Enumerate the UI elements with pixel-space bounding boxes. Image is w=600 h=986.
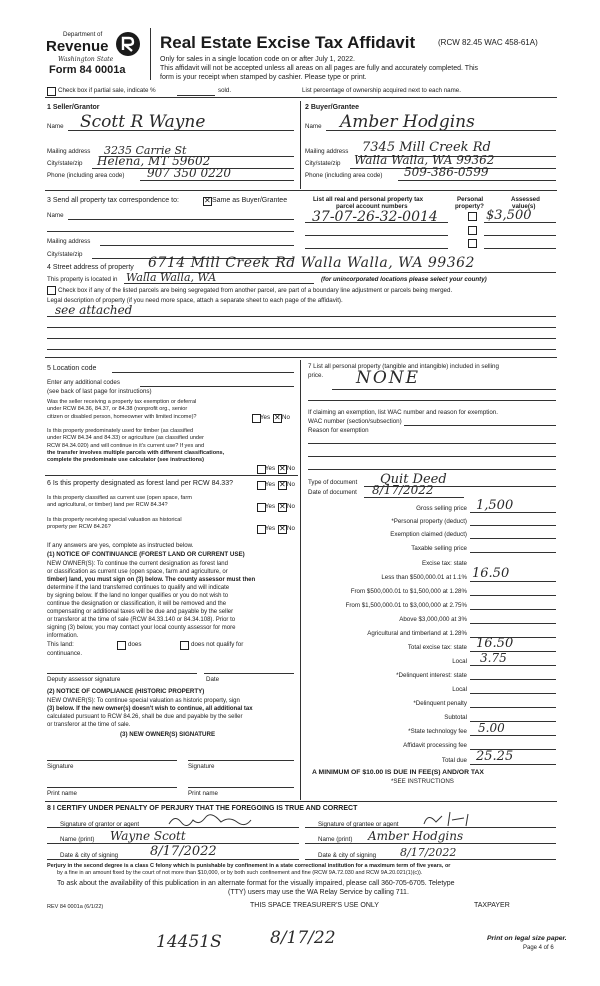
exemption-question-line: Was the seller receiving a property tax exemption or deferral [47,399,197,405]
buyer-phone-label: Phone (including area code) [305,172,383,179]
historic-yes-label: Yes [265,525,276,532]
page-number: Page 4 of 6 [523,945,554,951]
timber-question [47,428,224,464]
gross-price-label: Gross selling price [416,505,467,512]
grantor-name-field[interactable]: Wayne Scott [110,829,186,843]
wac-number-label: WAC number (section/subsection) [308,418,402,425]
partial-sale-checkbox[interactable] [47,87,56,96]
revenue-logo-icon [114,30,142,58]
notice-line: signing (3) below, you may contact your local county assessor for more [47,625,236,631]
total-excise-field[interactable]: 16.50 [476,636,514,651]
legal-description-label: Legal description of property (if you need more space, attach a separate sheet to each page of the affidavit). [47,297,343,304]
delinquent-local-label: Local [452,686,467,693]
tier-1-field[interactable]: 16.50 [472,566,510,581]
this-land-label: This land: [47,641,74,648]
deputy-date-label: Date [206,676,220,683]
grantor-name-label: Name (print) [60,836,95,843]
timber-question-line: under RCW 84.34 and 84.33) or agriculture (as classified under [47,435,205,442]
seller-phone-field[interactable]: 907 350 0220 [147,166,231,180]
taxpayer-label: TAXPAYER [474,902,510,909]
historic-no-checkbox[interactable] [278,525,287,534]
subtotal-label: Subtotal [444,714,467,721]
personal-property-label-2: price. [308,372,324,379]
notice-line: information. [47,633,79,639]
does-qualify-label: does [128,641,142,648]
assessed-header-2: value(s) [512,203,536,210]
timber-question-line: RCW 84.34.020) and will continue in it's current use? If yes and [47,442,205,449]
notice-line: or transferor at the time of sale (RCW 84.33.140 or 84.34.108). Prior to [47,617,236,623]
personal-deduct-label: *Personal property (deduct) [391,518,467,525]
buyer-mailing-label: Mailing address [305,148,349,155]
total-due-label: Total due [441,757,467,764]
current-use-question [47,495,192,510]
parcels-header-2: parcel account numbers [336,203,408,210]
buyer-city-field[interactable]: Walla Walla, WA 99362 [354,153,495,167]
notice-line: compensating or additional taxes will be due and payable by the seller [47,609,234,615]
current-use-no-checkbox[interactable] [278,503,287,512]
grantor-signature-label: Signature of grantor or agent [60,821,140,828]
buyer-city-label: City/state/zip [305,160,341,167]
see-instructions-note: *SEE INSTRUCTIONS [391,778,454,785]
revision-label: REV 84 0001a (6/1/22) [47,904,104,910]
minimum-due-notice: A MINIMUM OF $10.00 IS DUE IN FEE(S) AND/OR TAX [312,769,484,776]
corr-mailing-label: Mailing address [47,238,91,245]
local-tax-label: Local [452,658,467,665]
notice-compliance-text [47,697,253,729]
notice-compliance-heading: (2) NOTICE OF COMPLIANCE (HISTORIC PROPERTY) [47,688,205,695]
excise-tax-state-label: Excise tax: state [421,560,467,567]
owner-print-name-label-2: Print name [188,790,218,797]
tier-3-label: From $1,500,000.01 to $3,000,000 at 2.75% [345,602,467,609]
notice-line: or transferor at the time of sale. [47,722,131,728]
document-date-field[interactable]: 8/17/2022 [372,483,434,497]
rcw-reference: (RCW 82.45 WAC 458-61A) [438,38,538,47]
parcels-header-1: List all real and personal property tax [313,196,424,203]
timber-yes-label: Yes [265,465,276,472]
does-not-qualify-checkbox[interactable] [180,641,189,650]
personal-header-1: Personal [457,196,484,203]
if-yes-instruction: If any answers are yes, complete as instructed below. [47,542,194,549]
delinquent-interest-label: *Delinquent interest: state [396,672,467,679]
partial-sale-label: Check box if partial sale, indicate % [58,87,156,94]
location-code-label: 5 Location code [47,365,97,372]
seller-heading: 1 Seller/Grantor [47,104,100,111]
accessibility-note-1: To ask about the availability of this publication in an alternate format for the visually impaired, please call 360-705-6705. Teletype [57,880,455,887]
grantee-signature-scribble[interactable] [420,810,480,828]
notice-line: NEW OWNER(S): To continue the current designation as forest land [47,561,228,567]
notice-line: calculated pursuant to RCW 84.26, shall be due and payable by the seller [47,714,243,720]
buyer-phone-field[interactable]: 509-386-0599 [404,165,489,179]
forest-no-label: No [287,481,295,488]
seller-city-field[interactable]: Helena, MT 59602 [97,154,211,168]
document-type-field[interactable]: Quit Deed [380,472,447,487]
additional-codes-label: Enter any additional codes [47,379,120,386]
exemption-no-label: No [282,414,290,421]
owner-print-name-label-1: Print name [47,790,77,797]
exemption-question-line: citizen or disabled person, homeowner with limited income)? [47,413,197,420]
personal-property-label: 7 List all personal property (tangible and intangible) included in selling [308,363,499,370]
same-as-buyer-checkbox[interactable] [203,197,212,206]
notice-line: by signing below. If the land no longer qualifies or you do not wish to [47,593,229,599]
segregated-checkbox[interactable] [47,286,56,295]
delinquent-penalty-label: *Delinquent penalty [413,700,467,707]
exemption-reason-label: Reason for exemption [308,427,369,434]
assessed-value-1[interactable]: $3,500 [486,208,532,223]
affidavit-fee-label: Affidavit processing fee [403,742,467,749]
grantor-signature-scribble[interactable] [165,812,255,828]
notice-continuance-heading: (1) NOTICE OF CONTINUANCE (FOREST LAND OR CURRENT USE) [47,551,245,558]
timber-question-line: Is this property predominately used for timber (as classified [47,428,194,434]
tier-2-label: From $500,000.01 to $1,500,000 at 1.28% [350,588,467,595]
personal-property-checkbox-3[interactable] [468,239,477,248]
continuance-label: continuance. [47,650,83,657]
notice-line: (3) below. If the new owner(s) doesn't wish to continue, all additional tax [47,706,253,712]
handwritten-number: 14451S [156,932,222,952]
total-excise-label: Total excise tax: state [407,644,467,651]
personal-header-2: property? [455,203,484,210]
notice-line: or classification as current use (open space, farm and agriculture, or [47,569,228,575]
seller-phone-label: Phone (including area code) [47,172,125,179]
document-date-label: Date of document [308,489,357,496]
corr-city-label: City/state/zip [47,251,83,258]
owner-signature-label-1: Signature [47,763,74,770]
current-use-no-label: No [287,503,295,510]
seller-mailing-field[interactable]: 3235 Carrie St [104,144,187,157]
dept-of-label: Department of [63,31,103,38]
street-address-field[interactable]: 6714 Mill Creek Rd Walla Walla, WA 99362 [148,255,475,271]
grantor-date-field[interactable]: 8/17/2022 [150,844,217,859]
header-line-2: This affidavit will not be accepted unless all areas on all pages are fully and accurately completed. This [160,65,479,72]
seller-mailing-label: Mailing address [47,148,91,155]
grantee-date-field[interactable]: 8/17/2022 [400,846,457,859]
personal-property-checkbox-1[interactable] [468,212,477,221]
street-address-label: 4 Street address of property [47,264,134,271]
current-use-question-line: and agricultural, or timber) land per RCW 84.34? [47,502,168,509]
exemption-deduct-label: Exemption claimed (deduct) [390,531,467,538]
grantee-date-label: Date & city of signing [318,852,377,859]
notice-line: timber) land, you must sign on (3) below. The county assessor must then [47,577,256,583]
see-back-label: (see back of last page for instructions) [47,388,152,395]
exemption-no-checkbox[interactable] [273,414,282,423]
deputy-signature-label: Deputy assessor signature [47,676,121,683]
seller-city-label: City/state/zip [47,160,83,167]
exemption-question-line: under RCW 84.36, 84.37, or 84.38 (nonprofit org., senior [47,406,188,413]
parcel-number-1[interactable]: 37-07-26-32-0014 [312,209,438,225]
buyer-name-label: Name [305,123,322,130]
segregated-label: Check box if any of the listed parcels are being segregated from another parcel, are part of a boundary line adjustment or parcels being merged. [58,287,453,294]
header-line-3: form is your receipt when stamped by cashier. Please type or print. [160,74,367,81]
forest-yes-label: Yes [265,481,276,488]
current-use-yes-label: Yes [265,503,276,510]
seller-name-label: Name [47,123,64,130]
treasurer-use-label: THIS SPACE TREASURER'S USE ONLY [250,902,379,909]
legal-description-field[interactable]: see attached [55,303,133,317]
revenue-wordmark: Revenue [46,38,109,55]
forest-land-question: 6 Is this property designated as forest land per RCW 84.33? [47,480,233,487]
correspondence-label: 3 Send all property tax correspondence to: [47,197,179,204]
technology-fee-field[interactable]: 5.00 [478,721,505,735]
buyer-mailing-field[interactable]: 7345 Mill Creek Rd [362,140,491,155]
located-in-field[interactable]: Walla Walla, WA [126,271,217,284]
percentage-instruction: List percentage of ownership acquired next to each name. [302,87,461,94]
total-due-field[interactable]: 25.25 [476,749,514,764]
seller-name-field[interactable]: Scott R Wayne [80,112,206,132]
does-qualify-checkbox[interactable] [117,641,126,650]
current-use-question-line: Is this property classified as current use (open space, farm [47,495,192,501]
does-not-qualify-label: does not qualify for [191,641,244,648]
buyer-heading: 2 Buyer/Grantee [305,104,360,111]
historic-question-line: Is this property receiving special valuation as historical [47,517,182,523]
header-line-1: Only for sales in a single location code on or after July 1, 2022. [160,56,355,63]
handwritten-date: 8/17/22 [270,928,336,948]
tier-4-label: Above $3,000,000 at 3% [399,616,467,623]
document-type-label: Type of document [308,479,358,486]
historic-question [47,517,182,532]
same-as-buyer-label: Same as Buyer/Grantee [212,197,288,204]
perjury-notice-1: Perjury in the second degree is a class C felony which is punishable by confinement in a state correctional institution for a maximum term of five years, or [47,863,451,869]
legal-paper-note: Print on legal size paper. [487,935,567,942]
notice-line: NEW OWNER(S): To continue special valuation as historic property, sign [47,698,240,704]
owner-signature-label-2: Signature [188,763,215,770]
perjury-notice-2: by a fine in an amount fixed by the court of not more than $10,000, or by both such confinement and fine (RCW 9A.72.030 and RCW 9A.20.021(1)(c)). [57,870,423,876]
exemption-instruction: If claiming an exemption, list WAC number and reason for exemption. [308,409,498,416]
technology-fee-label: *State technology fee [408,728,467,735]
partial-sale-sold: sold. [218,87,232,94]
corr-name-label: Name [47,212,64,219]
notice-line: continue the designation or classification, it will be removed and the [47,601,227,607]
grantee-signature-label: Signature of grantee or agent [318,821,399,828]
assessed-header-1: Assessed [511,196,540,203]
grantee-name-field[interactable]: Amber Hodgins [368,829,464,843]
exemption-yes-label: Yes [260,414,271,421]
tier-1-label: Less than $500,000.01 at 1.1% [381,574,467,581]
personal-property-checkbox-2[interactable] [468,226,477,235]
historic-question-line: property per RCW 84.26? [47,524,111,531]
historic-no-label: No [287,525,295,532]
taxable-price-label: Taxable selling price [411,545,467,552]
gross-price-field[interactable]: 1,500 [476,498,514,513]
unincorporated-note: (for unincorporated locations please select your county) [321,276,487,283]
timber-question-line: the transfer involves multiple parcels with different classifications, [47,449,225,456]
forest-no-checkbox[interactable] [278,481,287,490]
new-owner-signature-heading: (3) NEW OWNER(S) SIGNATURE [120,731,216,738]
timber-no-label: No [287,465,295,472]
grantor-date-label: Date & city of signing [60,852,119,859]
buyer-name-field[interactable]: Amber Hodgins [340,112,475,132]
timber-no-checkbox[interactable] [278,465,287,474]
notice-line: determine if the land transferred continues to qualify and will indicate [47,585,230,591]
form-title: Real Estate Excise Tax Affidavit [160,33,416,52]
state-label: Washington State [58,56,114,63]
notice-continuance-text [47,560,255,640]
form-number: Form 84 0001a [49,64,126,76]
accessibility-note-2: (TTY) users may use the WA Relay Service by calling 711. [228,889,409,896]
local-tax-field[interactable]: 3.75 [480,651,507,665]
located-in-label: This property is located in [47,276,118,283]
grantee-name-label: Name (print) [318,836,353,843]
exemption-question [47,399,197,421]
tier-5-label: Agricultural and timberland at 1.28% [367,630,467,637]
certification-heading: 8 I CERTIFY UNDER PENALTY OF PERJURY THAT THE FOREGOING IS TRUE AND CORRECT [47,805,358,812]
timber-question-line: complete the predominate use calculator (see instructions) [47,457,204,464]
personal-property-field[interactable]: NONE [356,368,421,388]
